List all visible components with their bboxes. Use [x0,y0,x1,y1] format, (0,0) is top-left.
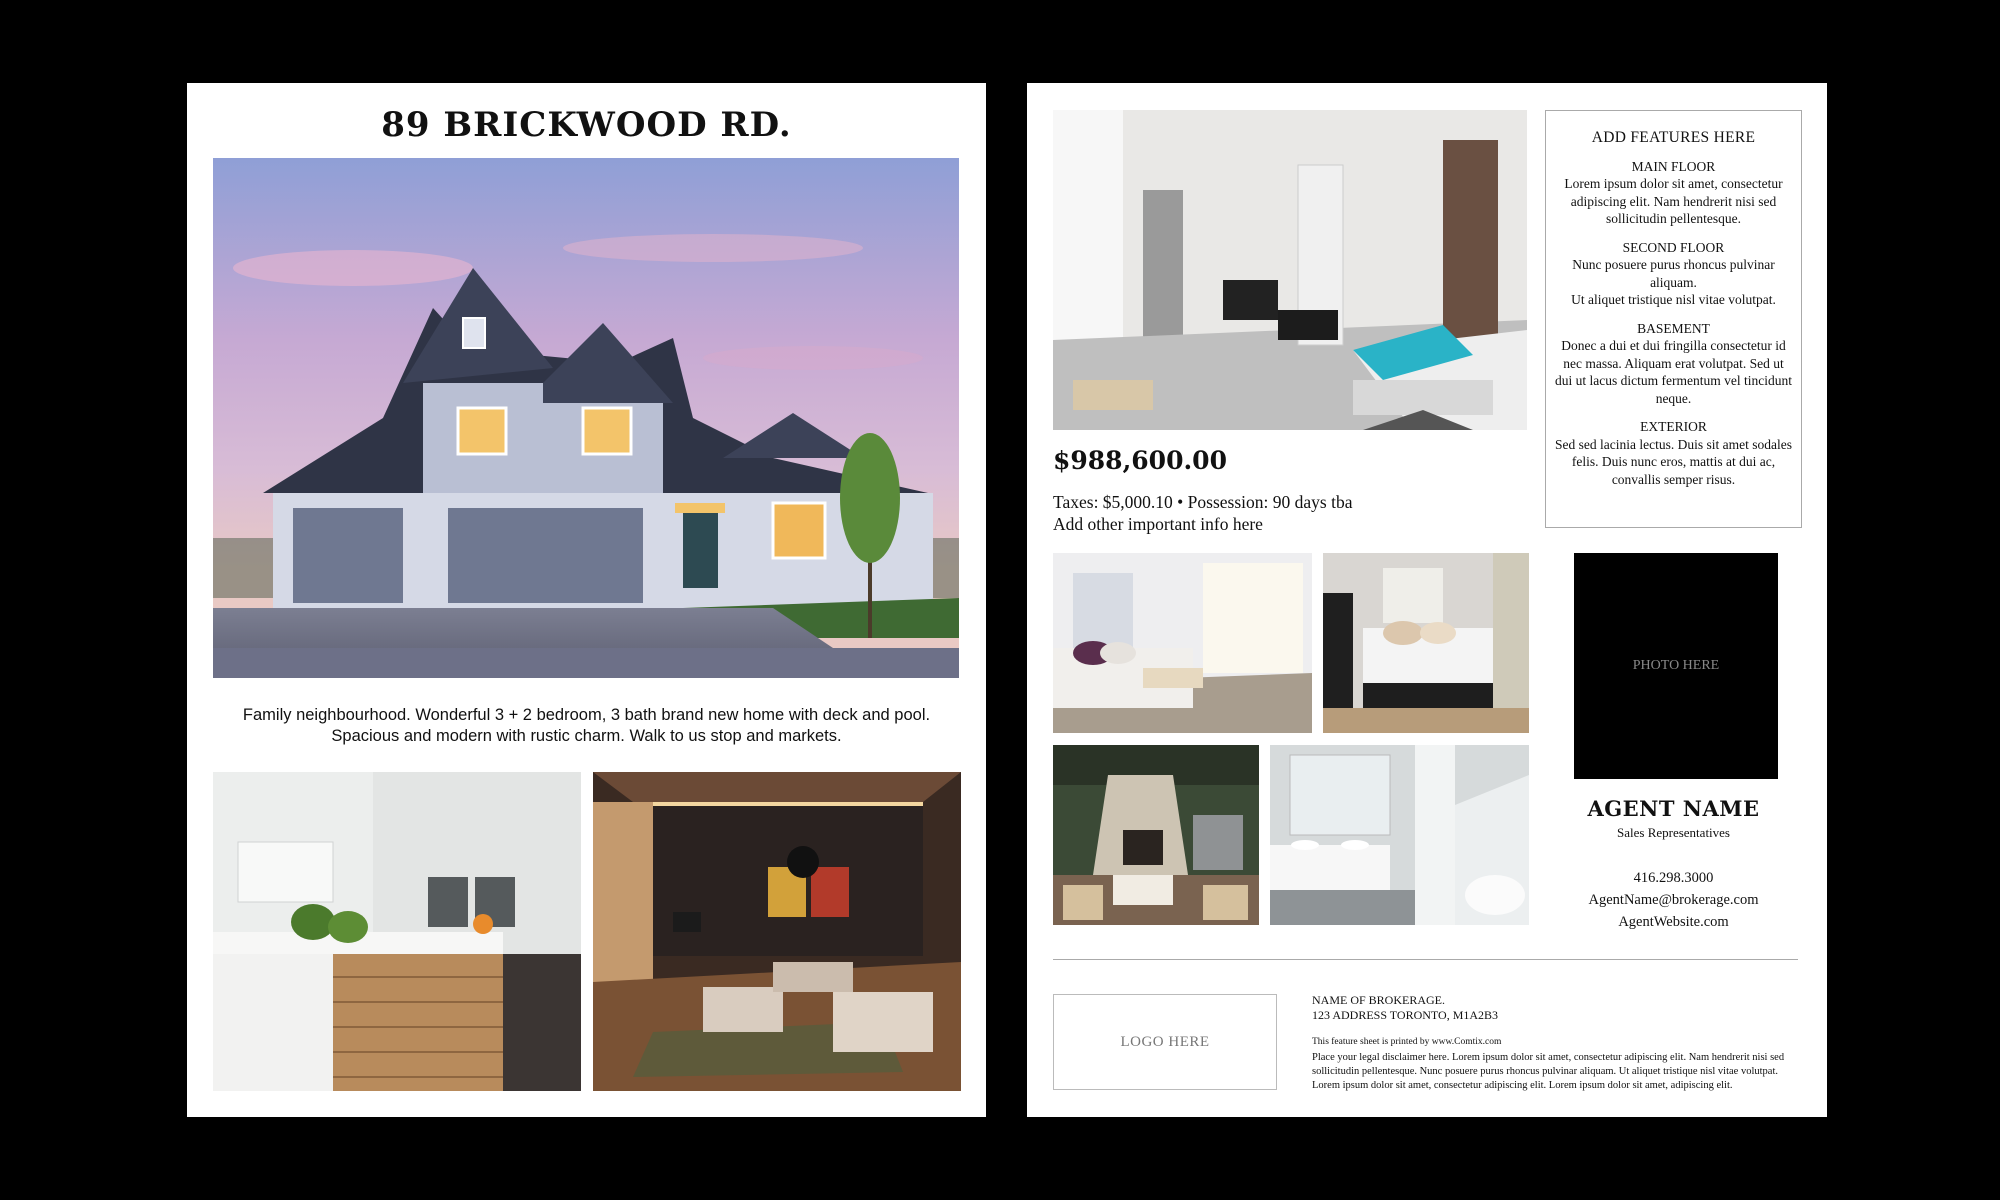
flyer-page-front [187,83,986,1117]
living-room-photo [593,772,961,1091]
agent-website[interactable]: AgentWebsite.com [1618,914,1729,930]
agent-photo-placeholder: PHOTO HERE [1574,553,1778,779]
feature-section-main-floor [1554,158,1793,228]
printed-by-note: This feature sheet is printed by www.Comtix.com [1312,1037,1502,1047]
taxes-possession: Taxes: $5,000.10 • Possession: 90 days tba [1053,492,1353,512]
agent-contact [1545,867,1802,933]
patio-fireplace-photo [1053,745,1259,925]
agent-email[interactable]: AgentName@brokerage.com [1588,892,1759,908]
feature-text: Donec a dui et dui fringilla consectetur id nec massa. Aliquam erat volutpat. Sed ut dui ut lacus dictum fermentum vel tincidunt neque. [1555,338,1792,406]
feature-section-exterior [1554,418,1793,488]
feature-section-basement [1554,320,1793,408]
property-address-title: 89 BRICKWOOD RD. [381,105,792,145]
footer-divider [1053,959,1798,960]
feature-text-2: Ut aliquet tristique nisl vitae volutpat. [1571,292,1776,307]
feature-text: Lorem ipsum dolor sit amet, consectetur adipiscing elit. Nam hendrerit nisi sed sollicitudin pellentesque. [1564,176,1783,226]
features-box [1545,110,1802,528]
feature-title: MAIN FLOOR [1631,158,1716,174]
agent-name: AGENT NAME [1587,796,1760,821]
feature-text: Nunc posuere purus rhoncus pulvinar aliquam. [1572,257,1775,290]
logo-placeholder: LOGO HERE [1053,994,1277,1090]
legal-disclaimer: Place your legal disclaimer here. Lorem ipsum dolor sit amet, consectetur adipiscing elit. Nam hendrerit nisi sed sollicitudin pellentesque. Nunc posuere purus rhoncus pulvinar aliquam. Ut aliquet tristique nisl vitae volutpat. Lorem ipsum dolor sit amet, consectetur adipiscing elit. Lorem ipsum dolor sit amet, adipiscing elit. [1312,1052,1785,1091]
master-bedroom-photo [1053,110,1527,430]
bathroom-photo [1270,745,1529,925]
agent-phone[interactable]: 416.298.3000 [1633,870,1714,886]
brokerage-name: NAME OF BROKERAGE. [1312,993,1446,1007]
property-description [217,705,956,747]
listing-details [1053,491,1352,535]
feature-title: SECOND FLOOR [1622,239,1725,255]
listing-price: $988,600.00 [1053,446,1227,475]
description-line-1: Family neighbourhood. Wonderful 3 + 2 bedroom, 3 bath brand new home with deck and pool. [242,706,931,724]
features-heading: ADD FEATURES HERE [1591,129,1756,146]
kitchen-photo [213,772,581,1091]
brokerage-address: 123 ADDRESS TORONTO, M1A2B3 [1312,1008,1499,1022]
flyer-page-back [1027,83,1827,1117]
other-info: Add other important info here [1053,514,1263,534]
feature-section-second-floor [1554,239,1793,309]
house-exterior-photo [213,158,959,678]
agent-role: Sales Representatives [1617,825,1730,840]
bedroom-photo-1 [1053,553,1312,733]
feature-title: EXTERIOR [1640,419,1707,434]
feature-text: Sed sed lacinia lectus. Duis sit amet sodales felis. Duis nunc eros, mattis at dui ac, convallis semper risus. [1555,436,1792,487]
bedroom-photo-2 [1323,553,1529,733]
description-line-2: Spacious and modern with rustic charm. Walk to us stop and markets. [331,727,842,745]
brokerage-info [1312,993,1498,1023]
feature-title: BASEMENT [1637,320,1710,336]
